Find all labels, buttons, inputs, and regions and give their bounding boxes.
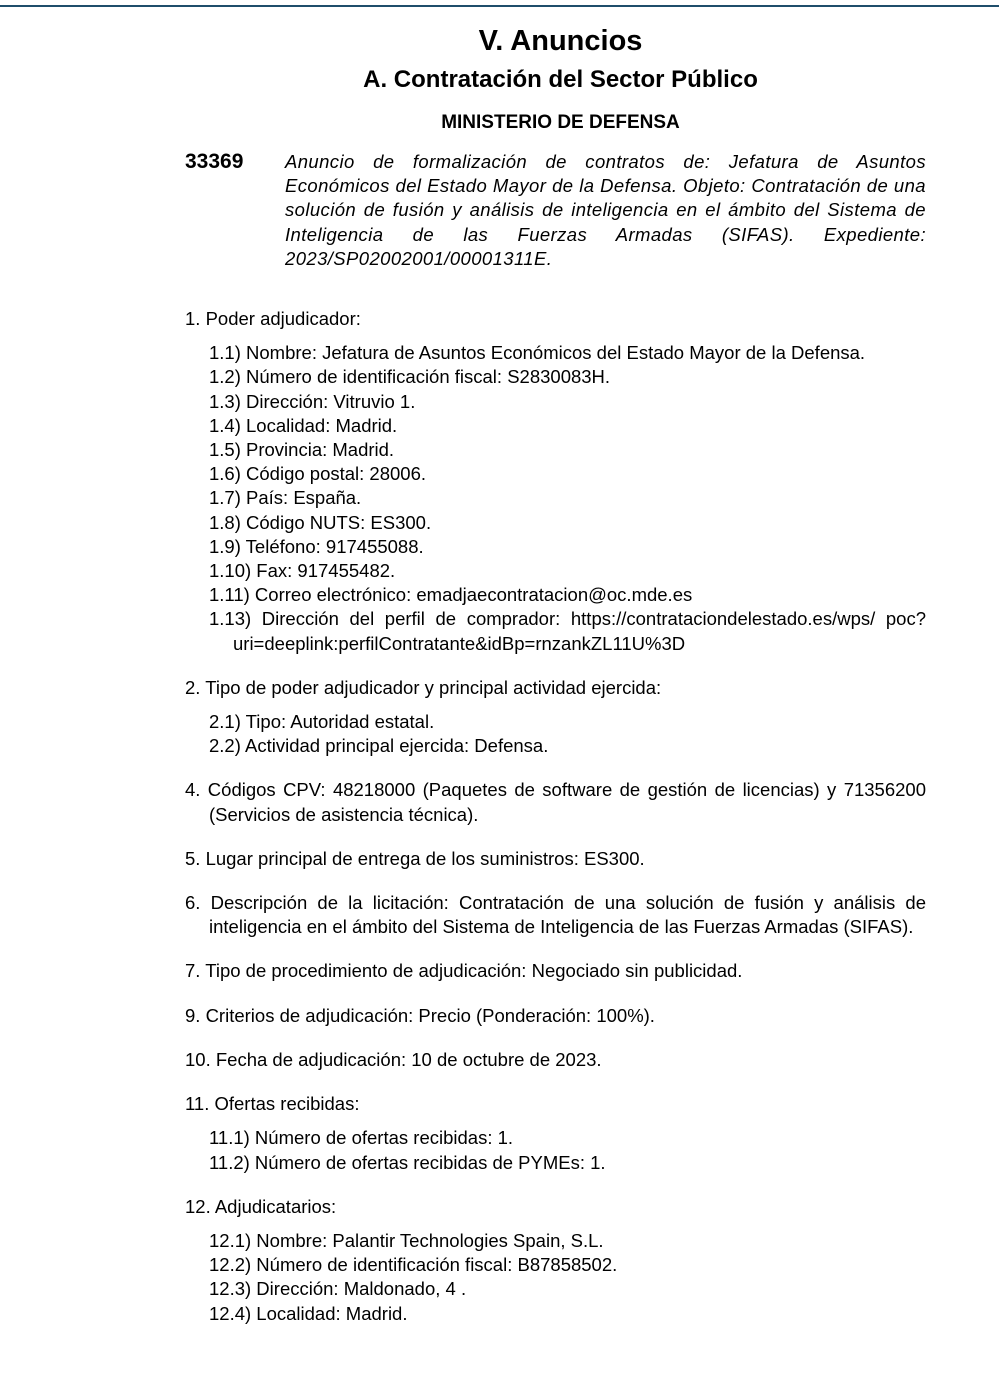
section-title: 9. Criterios de adjudicación: Precio (Ponderación: 100%). bbox=[185, 1004, 655, 1026]
section-item: 1.6) Código postal: 28006. bbox=[209, 463, 427, 485]
section-title: 12. Adjudicatarios: bbox=[185, 1195, 337, 1217]
page-subtitle: A. Contratación del Sector Público bbox=[363, 66, 758, 93]
header-rule bbox=[0, 5, 999, 7]
section-item: 1.13) Dirección del perfil de comprador: https://contrataciondelestado.es/wps/ poc?uri=deeplink:perfilContratante&idBp=rnzankZL11U%3D bbox=[209, 608, 926, 654]
section-items bbox=[185, 341, 926, 656]
section-item: 12.2) Número de identificación fiscal: B87858502. bbox=[209, 1254, 618, 1276]
section bbox=[185, 676, 926, 759]
section-item: 1.4) Localidad: Madrid. bbox=[209, 414, 398, 436]
section bbox=[185, 1092, 926, 1175]
section-items bbox=[185, 710, 926, 758]
section-title: 6. Descripción de la licitación: Contratación de una solución de fusión y análisis de inteligencia en el ámbito del Sistema de Inteligencia de las Fuerzas Armadas (SIFAS). bbox=[185, 892, 926, 938]
section bbox=[185, 1195, 926, 1326]
notice-summary: Anuncio de formalización de contratos de: Jefatura de Asuntos Económicos del Estado Mayor de la Defensa. Objeto: Contratación de una solución de fusión y análisis de inteligencia en el ámbito del Sistema de Inteligencia de las Fuerzas Armadas (SIFAS). Expediente: 2023/SP02002001/00001311E. bbox=[285, 151, 926, 269]
section-item: 12.1) Nombre: Palantir Technologies Spain, S.L. bbox=[209, 1229, 604, 1251]
section-title: 1. Poder adjudicador: bbox=[185, 308, 361, 330]
section-item: 2.2) Actividad principal ejercida: Defensa. bbox=[209, 735, 549, 757]
section bbox=[185, 959, 926, 983]
section-item: 1.3) Dirección: Vitruvio 1. bbox=[209, 390, 416, 412]
notice-block bbox=[185, 150, 926, 271]
section-title: 11. Ofertas recibidas: bbox=[185, 1093, 360, 1115]
section bbox=[185, 891, 926, 939]
document-page bbox=[185, 22, 926, 1346]
section bbox=[185, 847, 926, 871]
section bbox=[185, 778, 926, 826]
section-item: 11.2) Número de ofertas recibidas de PYMEs: 1. bbox=[209, 1151, 606, 1173]
ministry-heading: MINISTERIO DE DEFENSA bbox=[441, 112, 680, 133]
section-item: 1.1) Nombre: Jefatura de Asuntos Económicos del Estado Mayor de la Defensa. bbox=[209, 342, 866, 364]
section-item: 1.11) Correo electrónico: emadjaecontratacion@oc.mde.es bbox=[209, 584, 693, 606]
section-title: 7. Tipo de procedimiento de adjudicación: Negociado sin publicidad. bbox=[185, 960, 743, 982]
notice-number: 33369 bbox=[185, 150, 244, 173]
section bbox=[185, 1048, 926, 1072]
section-title: 10. Fecha de adjudicación: 10 de octubre de 2023. bbox=[185, 1048, 602, 1070]
section-item: 1.7) País: España. bbox=[209, 487, 362, 509]
section-title: 2. Tipo de poder adjudicador y principal actividad ejercida: bbox=[185, 676, 662, 698]
section-items bbox=[185, 1126, 926, 1174]
section-item: 11.1) Número de ofertas recibidas: 1. bbox=[209, 1127, 514, 1149]
section-item: 12.4) Localidad: Madrid. bbox=[209, 1302, 408, 1324]
section-title: 4. Códigos CPV: 48218000 (Paquetes de software de gestión de licencias) y 71356200 (Servicios de asistencia técnica). bbox=[185, 779, 926, 825]
section-item: 1.9) Teléfono: 917455088. bbox=[209, 535, 424, 557]
section-item: 2.1) Tipo: Autoridad estatal. bbox=[209, 711, 435, 733]
page-title: V. Anuncios bbox=[478, 25, 643, 57]
section-title: 5. Lugar principal de entrega de los suministros: ES300. bbox=[185, 847, 645, 869]
notice-sections bbox=[185, 307, 926, 1326]
section bbox=[185, 1004, 926, 1028]
section-item: 1.10) Fax: 917455482. bbox=[209, 560, 396, 582]
section-item: 12.3) Dirección: Maldonado, 4 . bbox=[209, 1278, 467, 1300]
section bbox=[185, 307, 926, 656]
section-item: 1.5) Provincia: Madrid. bbox=[209, 439, 395, 461]
section-item: 1.2) Número de identificación fiscal: S2830083H. bbox=[209, 366, 611, 388]
section-items bbox=[185, 1229, 926, 1326]
section-item: 1.8) Código NUTS: ES300. bbox=[209, 511, 432, 533]
